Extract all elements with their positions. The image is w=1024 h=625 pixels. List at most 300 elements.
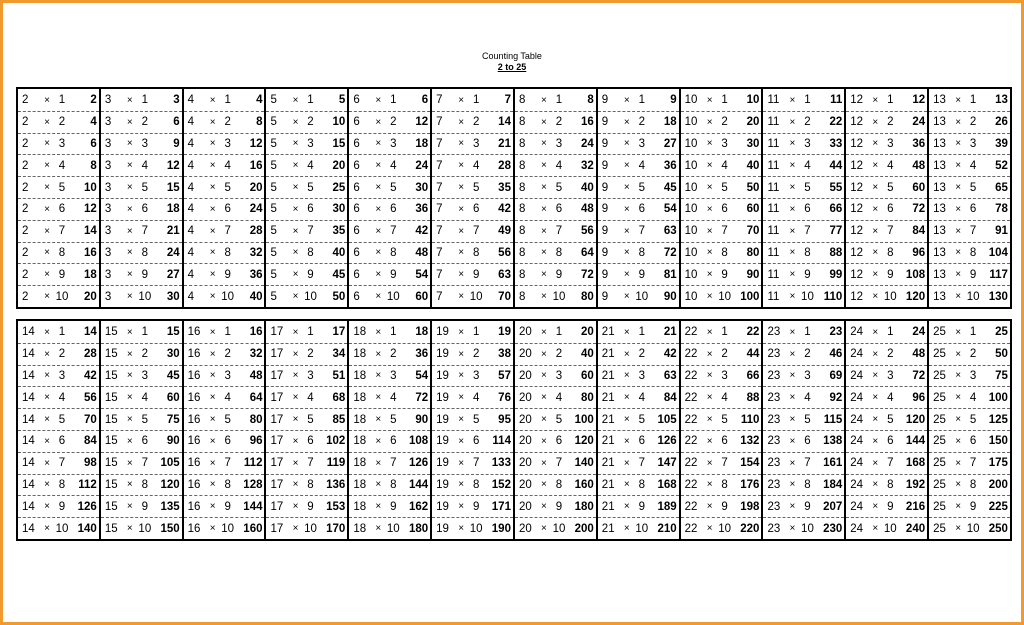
- multiplicand: 19: [436, 391, 449, 404]
- product: 18: [415, 326, 429, 339]
- times-table-column: [679, 321, 762, 539]
- multiplier: 2: [307, 348, 314, 361]
- table-row: [681, 453, 762, 475]
- multiplier: 9: [721, 268, 728, 281]
- multiplier: 9: [390, 268, 397, 281]
- table-row: [846, 409, 927, 431]
- product: 144: [243, 500, 263, 513]
- multiplier: 7: [721, 457, 728, 470]
- multiplicand: 6: [353, 290, 360, 303]
- multiplier: 7: [969, 225, 977, 238]
- table-row: [101, 431, 182, 453]
- multiplier: 7: [141, 457, 149, 470]
- multiplicand: 14: [22, 522, 35, 535]
- multiplicand: 11: [767, 137, 780, 150]
- times-sign: ×: [623, 94, 630, 106]
- multiplier: 9: [804, 500, 811, 513]
- multiplicand: 7: [436, 94, 443, 107]
- multiplicand: 5: [270, 290, 277, 303]
- multiplicand: 16: [187, 369, 201, 382]
- multiplier: 9: [472, 268, 480, 281]
- product: 161: [823, 457, 843, 470]
- times-sign: ×: [458, 414, 465, 426]
- product: 168: [905, 457, 926, 470]
- multiplicand: 22: [684, 522, 698, 535]
- times-sign: ×: [872, 457, 879, 469]
- product: 80: [746, 246, 760, 259]
- table-row: [846, 221, 927, 243]
- table-row: [929, 134, 1010, 156]
- product: 18: [166, 203, 180, 216]
- times-sign: ×: [623, 457, 630, 469]
- multiplier: 10: [138, 290, 152, 303]
- multiplicand: 25: [933, 457, 946, 470]
- times-sign: ×: [458, 182, 465, 194]
- times-sign: ×: [458, 247, 465, 259]
- multiplicand: 18: [353, 435, 367, 448]
- multiplicand: 5: [270, 246, 277, 259]
- table-row: [763, 155, 844, 177]
- table-row: [266, 155, 347, 177]
- times-sign: ×: [44, 247, 50, 259]
- times-sign: ×: [209, 457, 216, 469]
- times-sign: ×: [209, 392, 216, 404]
- multiplicand: 16: [187, 435, 201, 448]
- multiplicand: 12: [850, 225, 864, 238]
- times-sign: ×: [209, 94, 216, 106]
- multiplicand: 4: [187, 225, 195, 238]
- times-sign: ×: [955, 370, 962, 382]
- product: 8: [587, 94, 594, 107]
- table-row: [101, 366, 182, 388]
- multiplier: 7: [307, 457, 314, 470]
- multiplier: 7: [555, 457, 563, 470]
- product: 24: [581, 137, 594, 150]
- table-row: [184, 264, 265, 286]
- multiplier: 6: [390, 203, 397, 216]
- multiplicand: 8: [518, 246, 526, 259]
- times-sign: ×: [706, 160, 713, 172]
- multiplier: 9: [224, 500, 231, 513]
- multiplier: 10: [801, 522, 814, 535]
- times-sign: ×: [209, 291, 216, 303]
- multiplicand: 23: [767, 369, 781, 382]
- product: 12: [84, 203, 97, 216]
- multiplier: 8: [141, 246, 149, 259]
- table-row: [929, 286, 1010, 307]
- multiplier: 3: [969, 369, 977, 382]
- times-sign: ×: [126, 160, 133, 172]
- multiplicand: 25: [933, 369, 946, 382]
- multiplier: 4: [141, 159, 149, 172]
- multiplicand: 2: [22, 137, 29, 150]
- multiplicand: 5: [270, 268, 277, 281]
- multiplier: 5: [887, 181, 894, 194]
- times-sign: ×: [623, 348, 630, 360]
- table-row: [101, 387, 182, 409]
- multiplier: 3: [472, 369, 480, 382]
- product: 6: [90, 137, 97, 150]
- multiplier: 3: [141, 137, 149, 150]
- product: 144: [905, 435, 926, 448]
- multiplicand: 18: [353, 522, 367, 535]
- table-row: [18, 155, 99, 177]
- multiplier: 9: [721, 500, 728, 513]
- table-row: [515, 496, 596, 518]
- multiplicand: 20: [518, 391, 532, 404]
- product: 40: [581, 348, 594, 361]
- table-row: [184, 286, 265, 307]
- multiplier: 9: [58, 268, 66, 281]
- product: 92: [829, 391, 843, 404]
- times-sign: ×: [872, 501, 879, 513]
- product: 36: [415, 348, 429, 361]
- multiplicand: 7: [436, 159, 443, 172]
- times-sign: ×: [458, 348, 465, 360]
- times-sign: ×: [44, 457, 50, 469]
- product: 160: [574, 478, 594, 491]
- product: 15: [332, 137, 346, 150]
- multiplicand: 7: [436, 246, 443, 259]
- table-row: [432, 221, 513, 243]
- product: 80: [581, 391, 594, 404]
- multiplier: 6: [472, 435, 480, 448]
- multiplier: 8: [887, 478, 894, 491]
- multiplier: 1: [390, 94, 397, 107]
- table-row: [349, 453, 430, 475]
- table-row: [184, 453, 265, 475]
- multiplicand: 18: [353, 348, 367, 361]
- times-sign: ×: [955, 160, 962, 172]
- multiplier: 10: [221, 290, 235, 303]
- table-row: [515, 90, 596, 112]
- product: 132: [740, 435, 760, 448]
- product: 12: [415, 116, 429, 129]
- product: 6: [173, 116, 180, 129]
- multiplier: 9: [638, 268, 645, 281]
- multiplier: 5: [58, 181, 66, 194]
- multiplier: 6: [472, 203, 480, 216]
- times-sign: ×: [292, 414, 299, 426]
- table-row: [598, 177, 679, 199]
- table-row: [763, 199, 844, 221]
- times-sign: ×: [458, 370, 465, 382]
- multiplicand: 12: [850, 116, 864, 129]
- multiplier: 9: [307, 268, 314, 281]
- table-row: [846, 453, 927, 475]
- product: 33: [829, 137, 843, 150]
- table-row: [184, 221, 265, 243]
- product: 96: [912, 246, 926, 259]
- times-sign: ×: [375, 348, 382, 360]
- table-row: [266, 243, 347, 265]
- multiplier: 6: [555, 435, 563, 448]
- times-sign: ×: [789, 457, 796, 469]
- multiplicand: 14: [22, 435, 35, 448]
- times-table-column: [18, 89, 99, 307]
- table-row: [184, 155, 265, 177]
- multiplicand: 21: [601, 326, 615, 339]
- multiplicand: 18: [353, 369, 367, 382]
- table-row: [432, 431, 513, 453]
- times-sign: ×: [541, 116, 547, 128]
- table-row: [18, 264, 99, 286]
- table-row: [763, 221, 844, 243]
- table-row: [349, 475, 430, 497]
- product: 135: [160, 500, 180, 513]
- table-row: [598, 155, 679, 177]
- table-row: [18, 409, 99, 431]
- product: 19: [498, 326, 511, 339]
- table-row: [929, 112, 1010, 134]
- multiplicand: 15: [104, 435, 118, 448]
- times-table-column: [430, 321, 513, 539]
- table-row: [18, 243, 99, 265]
- multiplicand: 21: [601, 348, 615, 361]
- table-row: [432, 518, 513, 539]
- times-sign: ×: [292, 326, 299, 338]
- times-sign: ×: [706, 479, 713, 491]
- multiplicand: 2: [22, 181, 29, 194]
- table-row: [101, 344, 182, 366]
- multiplicand: 12: [850, 181, 864, 194]
- multiplier: 2: [555, 348, 563, 361]
- multiplier: 4: [307, 391, 314, 404]
- product: 100: [574, 413, 594, 426]
- multiplicand: 10: [684, 159, 698, 172]
- table-row: [101, 199, 182, 221]
- multiplier: 8: [804, 478, 811, 491]
- times-sign: ×: [872, 326, 879, 338]
- multiplicand: 4: [187, 203, 195, 216]
- times-sign: ×: [623, 182, 630, 194]
- product: 114: [492, 435, 511, 448]
- multiplier: 1: [390, 326, 397, 339]
- table-row: [349, 366, 430, 388]
- multiplier: 8: [555, 478, 563, 491]
- multiplier: 6: [804, 435, 811, 448]
- product: 50: [995, 348, 1008, 361]
- multiplicand: 24: [850, 435, 864, 448]
- times-sign: ×: [955, 269, 962, 281]
- product: 95: [498, 413, 511, 426]
- product: 39: [995, 137, 1008, 150]
- table-row: [101, 453, 182, 475]
- multiplier: 6: [141, 435, 149, 448]
- multiplicand: 12: [850, 94, 864, 107]
- multiplicand: 23: [767, 435, 781, 448]
- times-sign: ×: [126, 501, 133, 513]
- multiplier: 9: [58, 500, 66, 513]
- table-row: [515, 177, 596, 199]
- times-sign: ×: [541, 269, 547, 281]
- multiplier: 5: [472, 413, 480, 426]
- times-sign: ×: [872, 269, 879, 281]
- times-sign: ×: [706, 203, 713, 215]
- times-sign: ×: [872, 291, 879, 303]
- multiplier: 4: [804, 391, 811, 404]
- multiplicand: 24: [850, 457, 864, 470]
- multiplicand: 4: [187, 246, 195, 259]
- multiplier: 3: [141, 369, 149, 382]
- multiplicand: 18: [353, 500, 367, 513]
- table-row: [846, 431, 927, 453]
- times-sign: ×: [44, 326, 50, 338]
- table-row: [929, 387, 1010, 409]
- multiplier: 4: [472, 159, 480, 172]
- product: 18: [663, 116, 677, 129]
- times-sign: ×: [126, 138, 133, 150]
- multiplicand: 13: [933, 94, 946, 107]
- table-row: [763, 409, 844, 431]
- times-sign: ×: [541, 247, 547, 259]
- multiplier: 8: [721, 478, 728, 491]
- times-sign: ×: [541, 182, 547, 194]
- product: 200: [988, 478, 1008, 491]
- multiplier: 5: [638, 413, 645, 426]
- product: 50: [746, 181, 760, 194]
- multiplier: 8: [721, 246, 728, 259]
- multiplier: 3: [58, 369, 66, 382]
- product: 28: [249, 225, 263, 238]
- multiplier: 7: [804, 225, 811, 238]
- multiplier: 10: [55, 522, 69, 535]
- multiplier: 4: [638, 159, 645, 172]
- product: 102: [326, 435, 346, 448]
- multiplier: 6: [969, 435, 977, 448]
- multiplicand: 20: [518, 478, 532, 491]
- multiplicand: 10: [684, 203, 698, 216]
- multiplier: 5: [390, 181, 397, 194]
- multiplier: 8: [472, 478, 480, 491]
- product: 30: [415, 181, 429, 194]
- times-sign: ×: [706, 138, 713, 150]
- multiplicand: 8: [518, 181, 526, 194]
- times-sign: ×: [955, 138, 962, 150]
- times-sign: ×: [623, 225, 630, 237]
- product: 70: [498, 290, 511, 303]
- table-row: [184, 199, 265, 221]
- times-sign: ×: [458, 392, 465, 404]
- table-row: [763, 243, 844, 265]
- multiplicand: 2: [22, 246, 29, 259]
- multiplicand: 6: [353, 225, 360, 238]
- multiplicand: 21: [601, 413, 615, 426]
- product: 35: [498, 181, 511, 194]
- times-sign: ×: [209, 414, 216, 426]
- multiplicand: 23: [767, 457, 781, 470]
- product: 98: [84, 457, 97, 470]
- product: 120: [905, 413, 926, 426]
- table-row: [184, 243, 265, 265]
- table-row: [349, 264, 430, 286]
- table-row: [929, 475, 1010, 497]
- table-row: [432, 453, 513, 475]
- multiplicand: 16: [187, 326, 201, 339]
- multiplicand: 16: [187, 522, 201, 535]
- multiplicand: 7: [436, 268, 443, 281]
- multiplier: 9: [472, 500, 480, 513]
- product: 84: [663, 391, 677, 404]
- product: 80: [249, 413, 263, 426]
- times-sign: ×: [292, 138, 299, 150]
- multiplier: 2: [638, 348, 645, 361]
- product: 88: [829, 246, 843, 259]
- product: 48: [912, 159, 926, 172]
- product: 35: [332, 225, 346, 238]
- times-sign: ×: [458, 479, 465, 491]
- multiplicand: 23: [767, 522, 781, 535]
- multiplicand: 20: [518, 348, 532, 361]
- times-sign: ×: [706, 457, 713, 469]
- multiplicand: 8: [518, 116, 526, 129]
- multiplier: 6: [721, 203, 728, 216]
- product: 38: [498, 348, 511, 361]
- table-row: [763, 366, 844, 388]
- product: 54: [415, 268, 429, 281]
- product: 162: [408, 500, 429, 513]
- product: 90: [166, 435, 180, 448]
- table-block-bottom: [16, 319, 1012, 541]
- multiplier: 3: [969, 137, 977, 150]
- table-row: [101, 409, 182, 431]
- times-sign: ×: [44, 116, 50, 128]
- table-row: [929, 409, 1010, 431]
- multiplicand: 13: [933, 290, 946, 303]
- product: 63: [663, 225, 677, 238]
- product: 21: [498, 137, 511, 150]
- multiplicand: 13: [933, 225, 946, 238]
- times-sign: ×: [623, 479, 630, 491]
- multiplier: 8: [141, 478, 149, 491]
- product: 51: [332, 369, 346, 382]
- times-sign: ×: [623, 269, 630, 281]
- multiplicand: 20: [518, 413, 532, 426]
- table-row: [681, 264, 762, 286]
- table-row: [929, 243, 1010, 265]
- multiplicand: 24: [850, 348, 864, 361]
- product: 60: [581, 369, 594, 382]
- multiplicand: 5: [270, 137, 277, 150]
- multiplicand: 10: [684, 225, 698, 238]
- multiplier: 1: [969, 94, 977, 107]
- table-row: [763, 453, 844, 475]
- product: 30: [166, 348, 180, 361]
- times-sign: ×: [955, 116, 962, 128]
- times-sign: ×: [126, 435, 133, 447]
- multiplier: 4: [224, 159, 231, 172]
- multiplicand: 20: [518, 522, 532, 535]
- multiplier: 9: [638, 500, 645, 513]
- table-row: [184, 496, 265, 518]
- times-table-column: [347, 89, 430, 307]
- times-sign: ×: [126, 392, 133, 404]
- table-row: [681, 366, 762, 388]
- times-sign: ×: [541, 326, 547, 338]
- page-title: Counting Table: [482, 51, 542, 61]
- product: 66: [746, 369, 760, 382]
- times-sign: ×: [44, 348, 50, 360]
- multiplier: 7: [390, 457, 397, 470]
- times-sign: ×: [789, 94, 796, 106]
- times-table-column: [347, 321, 430, 539]
- multiplicand: 24: [850, 326, 864, 339]
- multiplicand: 24: [850, 500, 864, 513]
- multiplicand: 11: [767, 290, 780, 303]
- table-row: [929, 344, 1010, 366]
- multiplier: 2: [721, 116, 728, 129]
- multiplier: 9: [887, 500, 894, 513]
